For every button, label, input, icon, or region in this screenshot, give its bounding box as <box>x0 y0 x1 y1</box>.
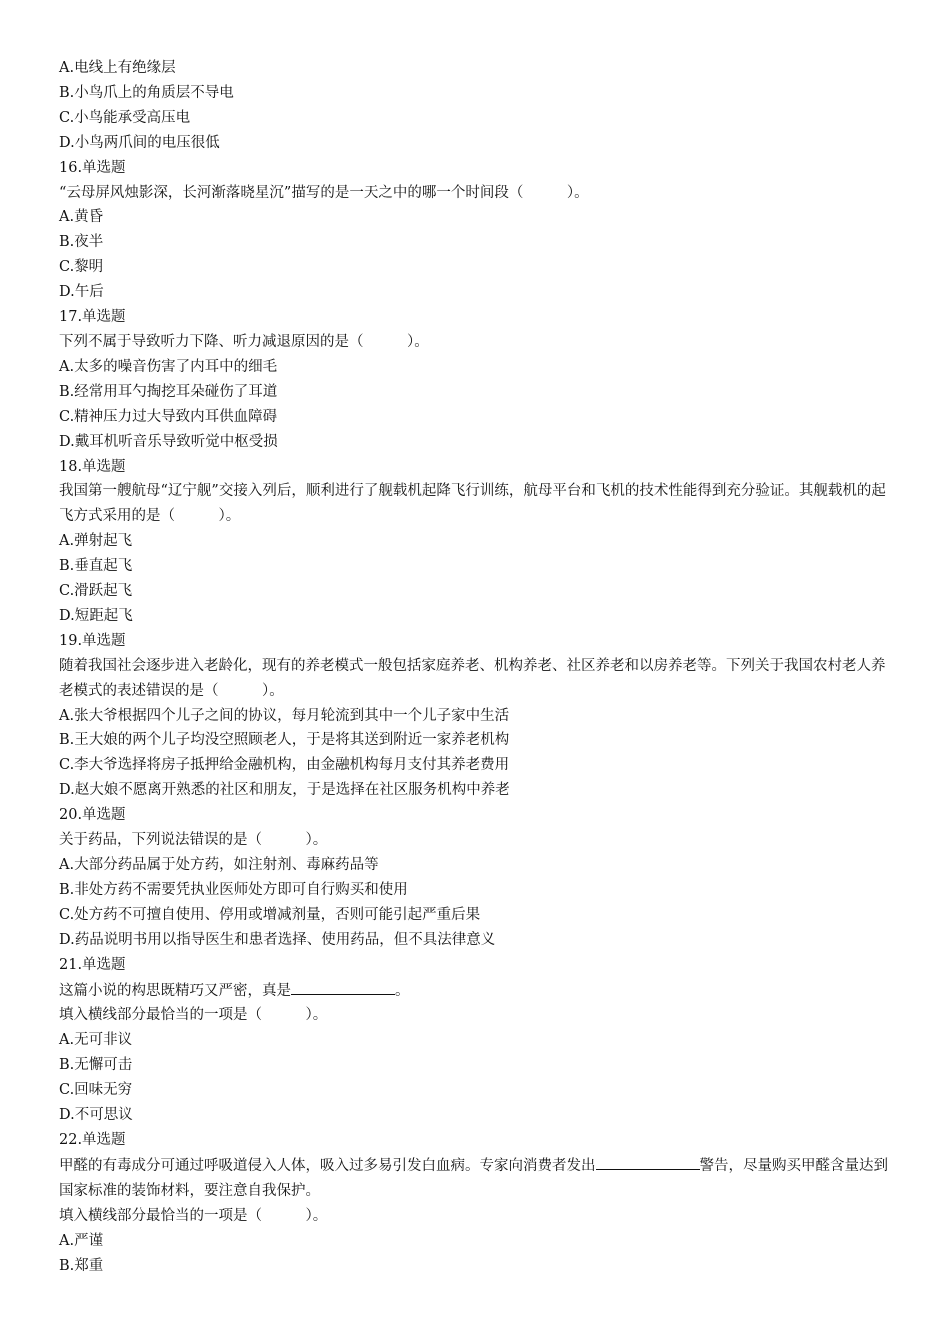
answer-option: B.非处方药不需要凭执业医师处方即可自行购买和使用 <box>59 881 408 898</box>
answer-option: D.赵大娘不愿离开熟悉的社区和朋友，于是选择在社区服务机构中养老 <box>59 782 510 799</box>
question-stem: 随着我国社会逐步进入老龄化，现有的养老模式一般包括家庭养老、机构养老、社区养老和以房养老等。下列关于我国农村老人养老模式的表述错误的是（ ）。 <box>59 657 886 699</box>
answer-option: B.垂直起飞 <box>59 558 133 575</box>
question-stem: 下列不属于导致听力下降、听力减退原因的是（ ）。 <box>59 333 429 350</box>
answer-option: B.小鸟爪上的角质层不导电 <box>59 84 234 101</box>
answer-option: A.弹射起飞 <box>59 533 133 550</box>
answer-option: D.不可思议 <box>59 1107 133 1124</box>
question-header: 19.单选题 <box>59 632 126 649</box>
answer-option: C.精神压力过大导致内耳供血障碍 <box>59 408 278 425</box>
question-stem: 我国第一艘航母“辽宁舰”交接入列后，顺利进行了舰载机起降飞行训练，航母平台和飞机的技术性能得到充分验证。其舰载机的起飞方式采用的是（ ）。 <box>59 483 886 525</box>
answer-option: C.处方药不可擅自使用、停用或增减剂量，否则可能引起严重后果 <box>59 906 481 923</box>
stem-text-before: 甲醛的有毒成分可通过呼吸道侵入人体，吸入过多易引发白血病。专家向消费者发出 <box>59 1157 596 1174</box>
answer-option: A.大部分药品属于处方药，如注射剂、毒麻药品等 <box>59 857 379 873</box>
answer-option: D.药品说明书用以指导医生和患者选择、使用药品，但不具法律意义 <box>59 931 496 948</box>
question-header: 21.单选题 <box>59 956 126 973</box>
answer-option: C.黎明 <box>59 259 104 276</box>
answer-option: C.回味无穷 <box>59 1082 133 1099</box>
stem-text-after: 警告，尽量购买甲醛含量达到国家标准的装饰材料，要注意自我保护。 <box>59 1157 888 1199</box>
stem-text-after: 。 <box>395 982 410 999</box>
answer-option: B.经常用耳勺掏挖耳朵碰伤了耳道 <box>59 383 278 400</box>
question-stem <box>59 1153 889 1204</box>
answer-option: C.小鸟能承受高压电 <box>59 109 191 126</box>
answer-option: B.夜半 <box>59 234 104 251</box>
answer-option: C.滑跃起飞 <box>59 583 133 600</box>
question-stem: 填入横线部分最恰当的一项是（ ）。 <box>59 1007 328 1024</box>
fill-in-blank <box>291 978 395 995</box>
answer-option: A.张大爷根据四个儿子之间的协议，每月轮流到其中一个儿子家中生活 <box>59 707 510 724</box>
document-page <box>59 56 889 1278</box>
answer-option: A.黄昏 <box>59 209 104 226</box>
answer-option: A.电线上有绝缘层 <box>59 60 176 76</box>
question-stem: “云母屏风烛影深，长河渐落晓星沉”描写的是一天之中的哪一个时间段（ ）。 <box>59 184 589 201</box>
answer-option: D.午后 <box>59 284 104 301</box>
question-stem <box>59 978 889 1004</box>
answer-option: D.短距起飞 <box>59 607 133 624</box>
answer-option: B.郑重 <box>59 1257 104 1274</box>
question-stem: 关于药品，下列说法错误的是（ ）。 <box>59 832 328 849</box>
answer-option: B.无懈可击 <box>59 1057 133 1074</box>
question-header: 18.单选题 <box>59 458 126 475</box>
question-header: 22.单选题 <box>59 1131 126 1148</box>
answer-option: C.李大爷选择将房子抵押给金融机构，由金融机构每月支付其养老费用 <box>59 757 510 774</box>
fill-in-blank <box>596 1153 700 1170</box>
answer-option: A.无可非议 <box>59 1032 133 1049</box>
answer-option: D.小鸟两爪间的电压很低 <box>59 134 220 151</box>
answer-option: A.严谨 <box>59 1232 104 1249</box>
question-header: 20.单选题 <box>59 807 126 824</box>
question-header: 17.单选题 <box>59 309 126 326</box>
stem-text-before: 这篇小说的构思既精巧又严密，真是 <box>59 982 291 999</box>
question-stem: 填入横线部分最恰当的一项是（ ）。 <box>59 1207 328 1224</box>
answer-option: A.太多的噪音伤害了内耳中的细毛 <box>59 358 278 375</box>
answer-option: D.戴耳机听音乐导致听觉中枢受损 <box>59 433 278 450</box>
question-header: 16.单选题 <box>59 159 126 176</box>
answer-option: B.王大娘的两个儿子均没空照顾老人，于是将其送到附近一家养老机构 <box>59 732 510 749</box>
